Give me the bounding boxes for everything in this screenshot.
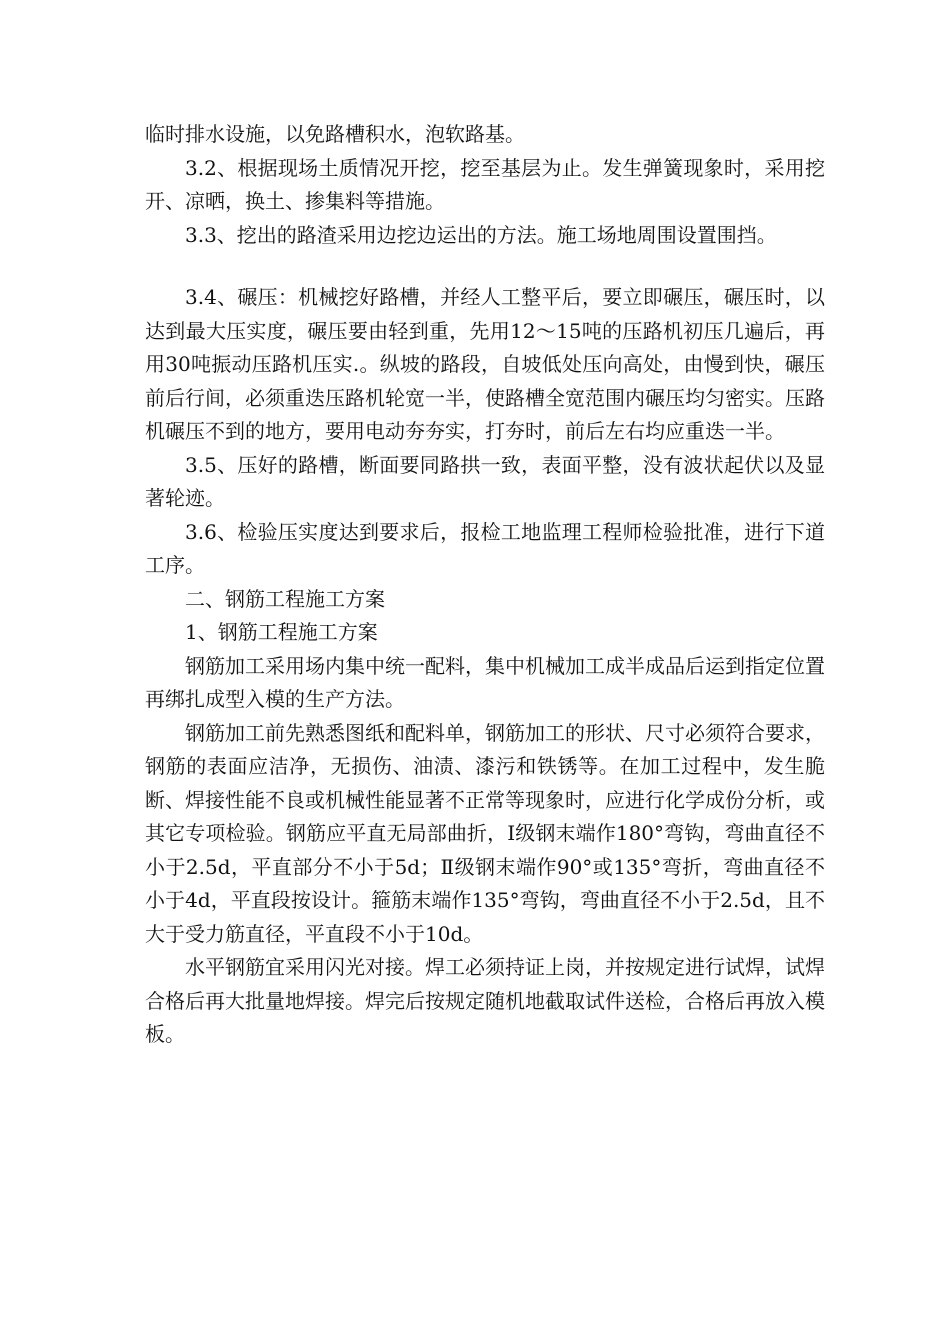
paragraph-3-5: 3.5、压好的路槽，断面要同路拱一致，表面平整，没有波状起伏以及显著轮迹。 [145, 452, 825, 510]
paragraph-spacer [145, 252, 825, 281]
paragraph-3-4: 3.4、碾压：机械挖好路槽，并经人工整平后，要立即碾压，碾压时，以达到最大压实度，碾压要由轻到重，先用12～15吨的压路机初压几遍后，再用30吨振动压路机压实.。纵坡的路段，自坡低处压向高处，由慢到快，碾压前后行间，必须重迭压路机轮宽一半，使路槽全宽范围内碾压均匀密实。压路机碾压不到的地方，要用电动夯夯实，打夯时，前后左右均应重迭一半。 [145, 285, 825, 443]
paragraph-3-6: 3.6、检验压实度达到要求后，报检工地监理工程师检验批准，进行下道工序。 [145, 519, 825, 577]
subsection-heading: 1、钢筋工程施工方案 [185, 620, 378, 644]
paragraph-3-2: 3.2、根据现场土质情况开挖，挖至基层为止。发生弹簧现象时，采用挖开、凉晒，换土、掺集料等措施。 [145, 155, 825, 213]
paragraph-rebar-welding: 水平钢筋宜采用闪光对接。焊工必须持证上岗，并按规定进行试焊，试焊合格后再大批量地焊接。焊完后按规定随机地截取试件送检，合格后再放入模板。 [145, 955, 825, 1046]
paragraph-3-3: 3.3、挖出的路渣采用边挖边运出的方法。施工场地周围设置围挡。 [185, 222, 777, 247]
paragraph-continuation: 临时排水设施，以免路槽积水，泡软路基。 [145, 122, 525, 146]
document-body [145, 118, 825, 1052]
paragraph-rebar-processing: 钢筋加工采用场内集中统一配料，集中机械加工成半成品后运到指定位置再绑扎成型入模的生产方法。 [145, 653, 825, 711]
section-heading: 二、钢筋工程施工方案 [185, 586, 385, 611]
paragraph-rebar-requirements: 钢筋加工前先熟悉图纸和配料单，钢筋加工的形状、尺寸必须符合要求，钢筋的表面应洁净，无损伤、油渍、漆污和铁锈等。在加工过程中，发生脆断、焊接性能不良或机械性能显著不正常等现象时，应进行化学成份分析，或其它专项检验。钢筋应平直无局部曲折，Ⅰ级钢末端作180°弯钩，弯曲直径不小于2.5d，平直部分不小于5d；Ⅱ级钢末端作90°或135°弯折，弯曲直径不小于4d，平直段按设计。箍筋末端作135°弯钩，弯曲直径不小于2.5d，且不大于受力筋直径，平直段不小于10d。 [145, 720, 825, 946]
